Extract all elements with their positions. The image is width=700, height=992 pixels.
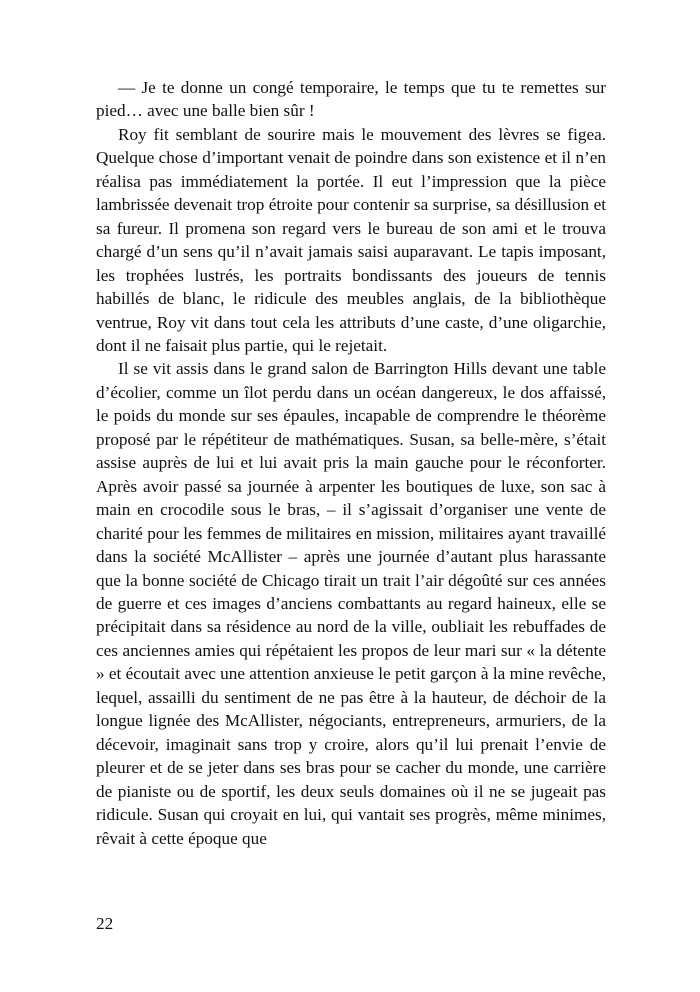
paragraph-dialogue: — Je te donne un congé temporaire, le temps que tu te remettes sur pied… avec une balle bien sûr !	[96, 78, 606, 121]
paragraph-memory: Il se vit assis dans le grand salon de Barrington Hills devant une table d’écolier, comme un îlot perdu dans un océan dangereux, le dos affaissé, le poids du monde sur ses épaules, incapable de comprendre le théorème proposé par le répétiteur de mathématiques. Susan, sa belle-mère, s’était assise auprès de lui et lui avait pris la main gauche pour le réconforter. Après avoir passé sa journée à arpenter les boutiques de luxe, son sac à main en crocodile sous le bras, – il s’agissait d’organiser une vente de charité pour les femmes de militaires en mission, militaires ayant travaillé dans la société McAllister – après une journée d’autant plus harassante que la bonne société de Chicago tirait un trait l’air dégoûté sur ces années de guerre et ces images d’anciens combattants au regard haineux, elle se précipitait dans sa résidence au nord de la ville, oubliait les rebuffades de ces anciennes amies qui répétaient les propos de leur mari sur « la détente » et écoutait avec une attention anxieuse le petit garçon à la mine revêche, lequel, assailli du sentiment de ne pas être à la hauteur, de déchoir de la longue lignée des McAllister, négociants, entrepreneurs, armuriers, de la décevoir, imaginait sans trop y croire, alors qu’il lui prenait l’envie de pleurer et de se jeter dans ses bras pour se cacher du monde, une carrière de pianiste ou de sportif, les deux seuls domaines où il ne se jugeait pas ridicule. Susan qui croyait en lui, qui vantait ses progrès, même minimes, rêvait à cette époque que	[96, 359, 606, 848]
page-number: 22	[96, 914, 114, 933]
paragraph-office: Roy fit semblant de sourire mais le mouvement des lèvres se figea. Quelque chose d’important venait de poindre dans son existence et il n’en réalisa pas immédiatement la portée. Il eut l’impression que la pièce lambrissée devenait trop étroite pour contenir sa surprise, sa désillusion et sa fureur. Il promena son regard vers le bureau de son ami et le trouva chargé d’un sens qu’il n’avait jamais saisi auparavant. Le tapis imposant, les trophées lustrés, les portraits bondissants des joueurs de tennis habillés de blanc, le ridicule des meubles anglais, de la bibliothèque ventrue, Roy vit dans tout cela les attributs d’une caste, d’une oligarchie, dont il ne faisait plus partie, qui le rejetait.	[96, 124, 606, 355]
body-text	[96, 76, 606, 850]
